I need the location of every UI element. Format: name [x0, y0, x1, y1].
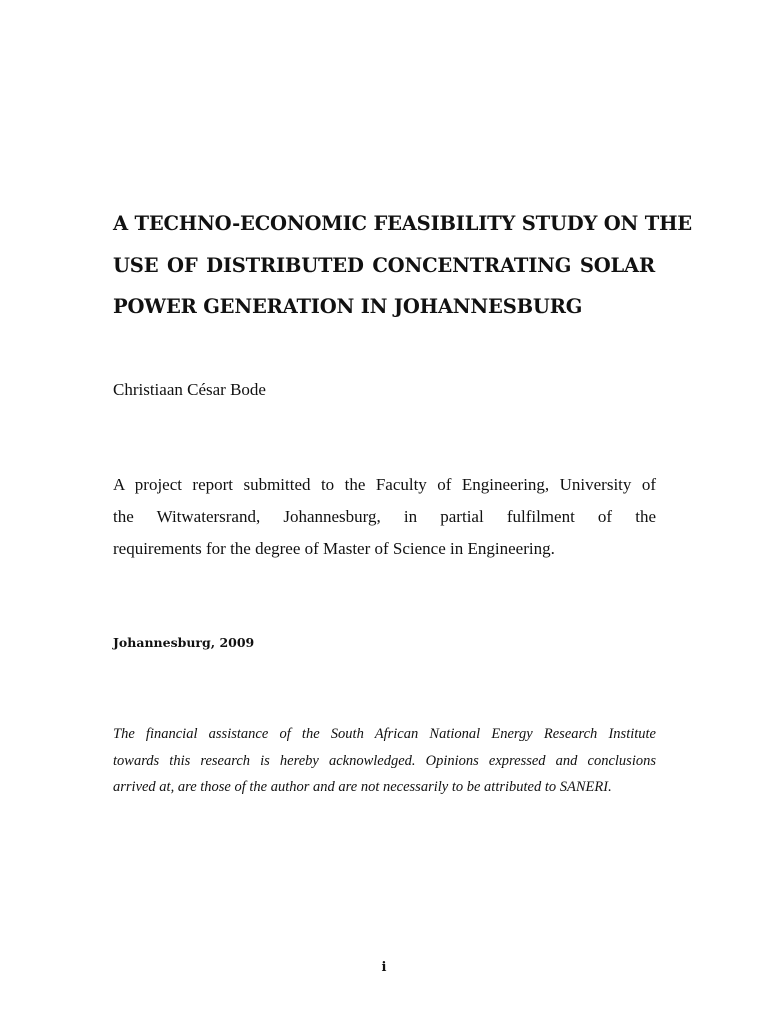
acknowledgement-line-1: The financial assistance of the South African National Energy Research Institute — [113, 726, 656, 742]
page-number: i — [381, 960, 387, 975]
report-title-line-3: POWER GENERATION IN JOHANNESBURG — [113, 295, 583, 318]
acknowledgement-line-3: arrived at, are those of the author and are not necessarily to be attributed to SANERI. — [113, 779, 612, 795]
acknowledgement-line-2: towards this research is hereby acknowledged. Opinions expressed and conclusions — [113, 753, 656, 769]
submission-statement-line-3: requirements for the degree of Master of Science in Engineering. — [113, 539, 555, 558]
report-title-line-2: USE OF DISTRIBUTED CONCENTRATING SOLAR — [113, 254, 655, 277]
submission-statement-line-1: A project report submitted to the Faculty of Engineering, University of — [113, 475, 656, 494]
author-name: Christiaan César Bode — [113, 380, 266, 399]
place-and-date: Johannesburg, 2009 — [113, 635, 255, 650]
submission-statement-line-2: the Witwatersrand, Johannesburg, in partial fulfilment of the — [113, 507, 656, 526]
report-title-line-1: A TECHNO-ECONOMIC FEASIBILITY STUDY ON THE — [113, 212, 692, 235]
